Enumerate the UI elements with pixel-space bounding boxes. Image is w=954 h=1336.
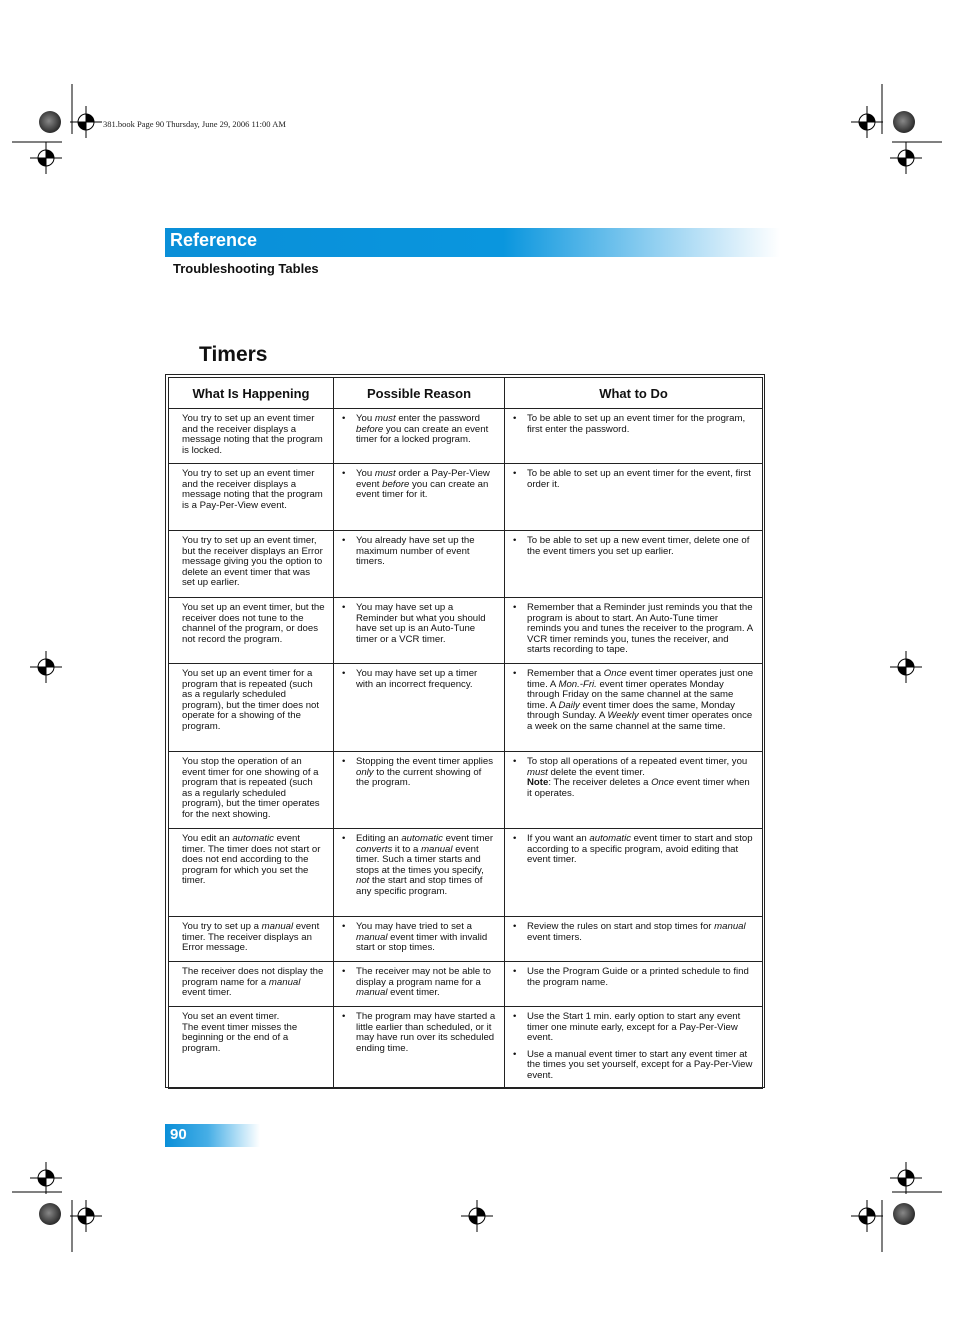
cell-possible-reason — [334, 664, 505, 752]
cell-what-is-happening: You try to set up a manual event timer. The receiver displays an Error message. — [169, 917, 334, 962]
section-title: Reference — [170, 230, 258, 250]
cell-what-to-do — [505, 464, 763, 531]
bullet-item: • To stop all operations of a repeated event timer, you must delete the event timer. Note: The receiver deletes a Once event timer when it operates. — [513, 757, 754, 799]
cell-possible-reason — [334, 464, 505, 531]
cell-possible-reason — [334, 752, 505, 829]
table-header-row — [169, 378, 763, 409]
bullet-item: • If you want an automatic event timer to start and stop according to a specific program, avoid editing that event timer. — [513, 834, 754, 866]
table-row — [169, 1007, 763, 1089]
table-row — [169, 962, 763, 1007]
bullet-item: • Use the Program Guide or a printed schedule to find the program name. — [513, 967, 754, 988]
bullet-item: • The receiver may not be able to display a program name for a manual event timer. — [342, 967, 496, 999]
section-subtitle: Troubleshooting Tables — [173, 261, 319, 276]
printer-slug: 381.book Page 90 Thursday, June 29, 2006 11:00 AM — [103, 119, 286, 129]
bullet-item: • You may have set up a Reminder but what you should have set up is an Auto-Tune timer or a VCR timer. — [342, 603, 496, 645]
bullet-item: • You must enter the password before you can create an event timer for a locked program. — [342, 414, 496, 446]
table-row — [169, 664, 763, 752]
cell-what-to-do — [505, 962, 763, 1007]
cell-what-is-happening: You set an event timer. The event timer misses the beginning or the end of a program. — [169, 1007, 334, 1089]
bullet-item: • To be able to set up an event timer for the program, first enter the password. — [513, 414, 754, 435]
cell-possible-reason — [334, 962, 505, 1007]
cell-what-is-happening: You set up an event timer for a program that is repeated (such as a regularly scheduled program), but the timer does not operate for a showing of the program. — [169, 664, 334, 752]
bullet-item: • Remember that a Reminder just reminds you that the program is about to start. An Auto-Tune timer reminds you and tunes the receiver to the program. A VCR timer reminds you, tunes the receiver, and starts recording to tape. — [513, 603, 754, 656]
cell-what-is-happening: You edit an automatic event timer. The timer does not start or does not end according to the program for which you set the timer. — [169, 829, 334, 917]
header-what-is-happening: What Is Happening — [169, 378, 334, 409]
bullet-item: • Review the rules on start and stop times for manual event timers. — [513, 922, 754, 943]
table-row — [169, 464, 763, 531]
troubleshooting-table — [168, 377, 763, 1089]
bullet-item: • You must order a Pay-Per-View event before you can create an event timer for it. — [342, 469, 496, 501]
bullet-item: • To be able to set up an event timer for the event, first order it. — [513, 469, 754, 490]
cell-what-is-happening: The receiver does not display the program name for a manual event timer. — [169, 962, 334, 1007]
page-number: 90 — [170, 1126, 187, 1143]
cell-what-is-happening: You try to set up an event timer and the receiver displays a message noting that the program is locked. — [169, 409, 334, 464]
bullet-item: • The program may have started a little earlier than scheduled, or it may have run over its scheduled ending time. — [342, 1012, 496, 1054]
table-row — [169, 409, 763, 464]
cell-what-to-do — [505, 598, 763, 664]
cell-what-is-happening: You try to set up an event timer, but the receiver displays an Error message giving you the option to delete an event timer that was set up earlier. — [169, 531, 334, 598]
table-row — [169, 829, 763, 917]
cell-what-is-happening: You stop the operation of an event timer for one showing of a program that is repeated (such as a regularly scheduled program), but the timer operates for the next showing. — [169, 752, 334, 829]
bullet-item: • You may have tried to set a manual event timer with invalid start or stop times. — [342, 922, 496, 954]
cell-what-to-do — [505, 1007, 763, 1089]
bullet-item: • Remember that a Once event timer operates just one time. A Mon.-Fri. event timer operates Monday through Friday on the same channel at the same time. A Daily event timer does the same, Monday through Sunday. A Weekly event timer operates once a week on the same channel at the same time. — [513, 669, 754, 732]
bullet-item: • Editing an automatic event timer converts it to a manual event timer. Such a timer starts and stops at the times you specify, not the start and stop times of any specific program. — [342, 834, 496, 897]
table-row — [169, 752, 763, 829]
bullet-item: • Stopping the event timer applies only to the current showing of the program. — [342, 757, 496, 789]
section-bar — [165, 228, 780, 257]
cell-what-is-happening: You try to set up an event timer and the receiver displays a message noting that the program is a Pay-Per-View event. — [169, 464, 334, 531]
cell-possible-reason — [334, 531, 505, 598]
bullet-item: • You may have set up a timer with an incorrect frequency. — [342, 669, 496, 690]
cell-what-to-do — [505, 664, 763, 752]
cell-what-to-do — [505, 409, 763, 464]
cell-possible-reason — [334, 917, 505, 962]
cell-possible-reason — [334, 829, 505, 917]
table-row — [169, 917, 763, 962]
table-row — [169, 531, 763, 598]
page-title: Timers — [199, 343, 268, 366]
cell-what-to-do — [505, 531, 763, 598]
cell-possible-reason — [334, 409, 505, 464]
bullet-item: • You already have set up the maximum number of event timers. — [342, 536, 496, 568]
cell-what-to-do — [505, 752, 763, 829]
bullet-item: • Use a manual event timer to start any event timer at the times you set yourself, except for a Pay-Per-View event. — [513, 1050, 754, 1082]
cell-possible-reason — [334, 598, 505, 664]
bullet-item: • To be able to set up a new event timer, delete one of the event timers you set up earlier. — [513, 536, 754, 557]
header-what-to-do: What to Do — [505, 378, 763, 409]
cell-possible-reason — [334, 1007, 505, 1089]
bullet-item: • Use the Start 1 min. early option to start any event timer one minute early, except for a Pay-Per-View event. — [513, 1012, 754, 1044]
cell-what-to-do — [505, 917, 763, 962]
header-possible-reason: Possible Reason — [334, 378, 505, 409]
cell-what-is-happening: You set up an event timer, but the receiver does not tune to the channel of the program, or does not record the program. — [169, 598, 334, 664]
table-row — [169, 598, 763, 664]
cell-what-to-do — [505, 829, 763, 917]
